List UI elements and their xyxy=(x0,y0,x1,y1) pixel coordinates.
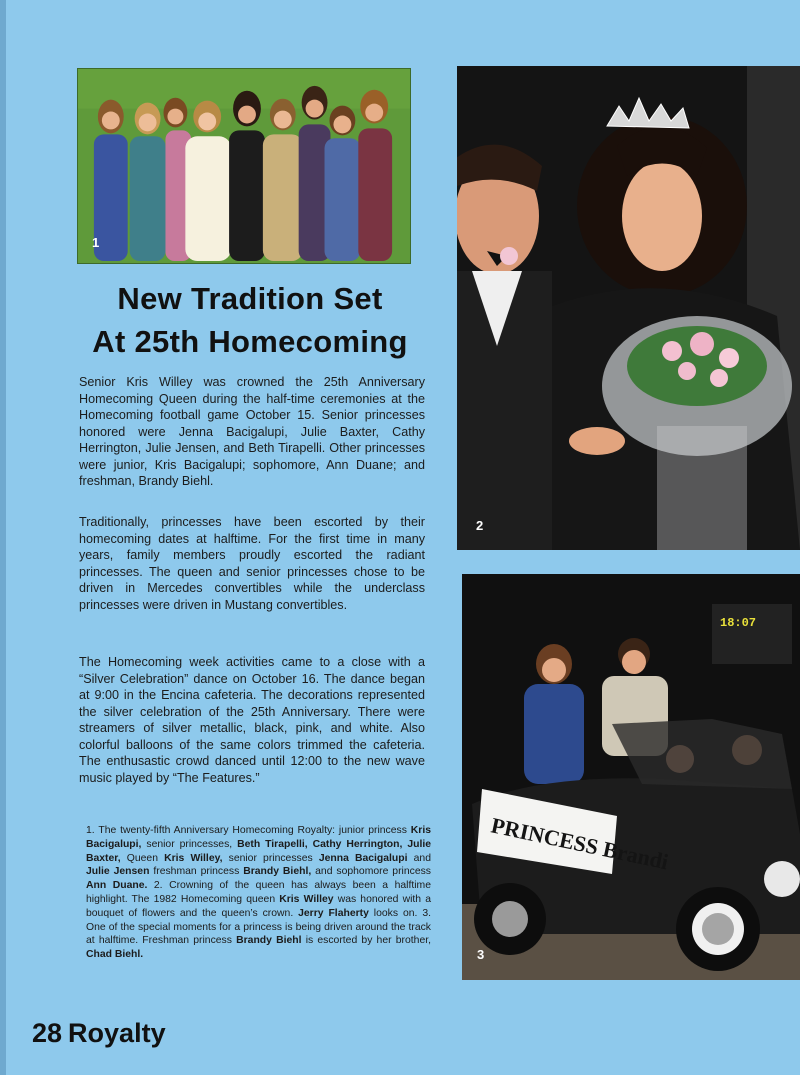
caption-name: Chad Biehl. xyxy=(86,949,144,961)
car-banner-text: PRINCESS Brandi xyxy=(488,812,671,875)
royalty-group-illustration xyxy=(78,69,410,263)
caption-text: and sophomore princess xyxy=(311,866,432,878)
queen-crowning-photo xyxy=(457,66,800,550)
caption-text: is escorted by her brother, xyxy=(301,935,431,947)
princess-convertible-illustration xyxy=(462,574,800,980)
caption-text: and xyxy=(407,852,431,864)
caption-text: senior princesses xyxy=(222,852,319,864)
page-number: 28 xyxy=(32,1018,63,1048)
page-folio xyxy=(32,1018,166,1049)
caption-name: Julie Jensen xyxy=(86,866,150,878)
photo-number-2: 2 xyxy=(476,518,484,533)
article-paragraph-1: Senior Kris Willey was crowned the 25th Anniversary Homecoming Queen during the half-time ceremonies at the Homecoming football game October 15. Senior princesses honored were Jenna Bacigalupi, Julie Baxter, Cathy Herrington, Julie Jensen, and Beth Tirapelli. Other princesses were junior, Kris Bacigalupi; sophomore, Ann Duane; and freshman, Brandy Biehl. xyxy=(79,375,425,488)
page-binding-edge xyxy=(0,0,6,1075)
caption-name: Kris Willey, xyxy=(164,852,223,864)
caption-text: Queen xyxy=(120,852,165,864)
article-paragraph-3: The Homecoming week activities came to a close with a “Silver Celebration” dance on October 16. The dance began at 9:00 in the Encina cafeteria. The decorations represented the silver celebration of the 25th Anniversary. There were streamers of silver metallic, black, pink, and white. Also colorful balloons of the same colors trimmed the cafeteria. The enthusastic crowd danced until 12:00 to the new wave music played by “The Features.” xyxy=(79,655,425,785)
caption-name: Kris Bacigalupi, xyxy=(86,825,431,850)
caption-text: 1. The twenty-fifth Anniversary Homecoming Royalty: junior princess xyxy=(86,825,411,836)
caption-text: was honored with a bouquet of flowers and the queen’s crown. xyxy=(86,893,431,919)
photo-caption xyxy=(86,824,431,962)
princess-convertible-photo xyxy=(462,574,800,980)
caption-name: Brandy Biehl xyxy=(236,935,302,947)
caption-name: Jerry Flaherty xyxy=(298,907,369,919)
caption-name: Brandy Biehl, xyxy=(243,866,312,878)
photo-number-1: 1 xyxy=(92,235,100,250)
scoreboard-readout: 18:07 xyxy=(720,616,757,630)
headline-line-1: New Tradition Set xyxy=(117,281,383,316)
caption-text: freshman princess xyxy=(149,866,244,878)
caption-text: 2. Crowning of the queen has always been a halftime highlight. The 1982 Homecoming queen xyxy=(86,880,431,905)
royalty-group-photo xyxy=(77,68,411,264)
caption-text: looks on. 3. One of the special moments for a princess is being driven around the track at halftime. Freshman princess xyxy=(86,907,431,947)
photo-number-3: 3 xyxy=(477,947,485,962)
caption-name: Beth Tirapelli, Cathy Herrington, Julie Baxter, xyxy=(86,838,431,864)
queen-crowning-illustration xyxy=(457,66,800,550)
section-name: Royalty xyxy=(68,1018,166,1048)
headline-line-2: At 25th Homecoming xyxy=(92,324,408,359)
caption-text: senior princesses, xyxy=(141,838,238,850)
caption-name: Ann Duane. xyxy=(86,880,148,892)
caption-name: Kris Willey xyxy=(279,893,334,905)
caption-name: Jenna Bacigalupi xyxy=(318,852,408,864)
article-paragraph-2: Traditionally, princesses have been escorted by their homecoming dates at halftime. For the first time in many years, family members proudly escorted the radiant princesses. The queen and senior princesses chose to be driven in Mercedes convertibles while the underclass princesses were driven in Mustang convertibles. xyxy=(79,515,425,612)
